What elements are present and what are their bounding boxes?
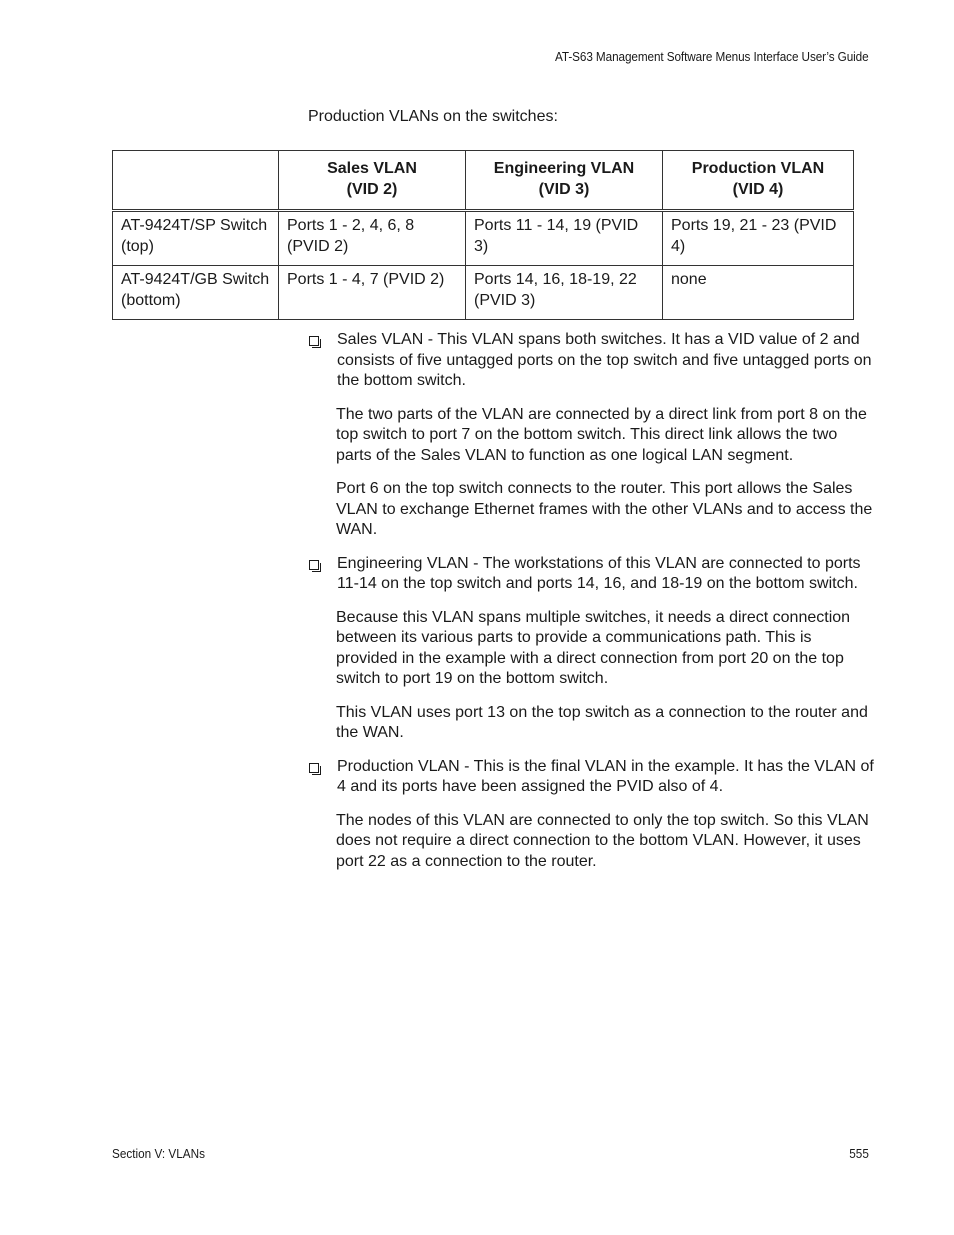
footer-section: Section V: VLANs xyxy=(112,1147,205,1161)
table-cell: Ports 11 - 14, 19 (PVID 3) xyxy=(466,211,663,266)
header-cell-sales: Sales VLAN (VID 2) xyxy=(279,151,466,211)
table-cell: none xyxy=(663,266,854,320)
table-cell: Ports 1 - 4, 7 (PVID 2) xyxy=(279,266,466,320)
vlan-table xyxy=(112,150,854,320)
checkbox-bullet-icon xyxy=(309,560,319,570)
bullet-text: Sales VLAN - This VLAN spans both switches. It has a VID value of 2 and consists of five untagged ports on the top switch and five untagged ports on the bottom switch. xyxy=(337,331,872,389)
checkbox-bullet-icon xyxy=(309,763,319,773)
bullet-text: Engineering VLAN - The workstations of this VLAN are connected to ports 11-14 on the top switch and ports 14, 16, and 18-19 on the bottom switch. xyxy=(337,554,861,592)
table-row xyxy=(113,211,854,266)
paragraph: The nodes of this VLAN are connected to only the top switch. So this VLAN does not require a direct connection to the bottom VLAN. However, it uses port 22 as a connection to the router. xyxy=(336,811,869,870)
paragraph: This VLAN uses port 13 on the top switch as a connection to the router and the WAN. xyxy=(336,703,868,741)
header-cell-engineering: Engineering VLAN (VID 3) xyxy=(466,151,663,211)
table-header-row xyxy=(113,151,854,211)
header-cell-production: Production VLAN (VID 4) xyxy=(663,151,854,211)
paragraph: Port 6 on the top switch connects to the router. This port allows the Sales VLAN to exchange Ethernet frames with the other VLANs and to access the WAN. xyxy=(336,480,873,538)
paragraph: The two parts of the VLAN are connected by a direct link from port 8 on the top switch to port 7 on the bottom switch. This direct link allows the two parts of the Sales VLAN to function as one logical LAN segment. xyxy=(336,405,867,464)
table-cell: Ports 14, 16, 18-19, 22 (PVID 3) xyxy=(466,266,663,320)
header-cell-blank xyxy=(113,151,279,211)
table-cell: Ports 1 - 2, 4, 6, 8 (PVID 2) xyxy=(279,211,466,266)
bullet-text: Production VLAN - This is the final VLAN in the example. It has the VLAN of 4 and its ports have been assigned the PVID also of 4. xyxy=(337,757,874,795)
table-cell: AT-9424T/GB Switch (bottom) xyxy=(113,266,279,320)
table-row xyxy=(113,266,854,320)
checkbox-bullet-icon xyxy=(309,336,319,346)
bullet-item-engineering xyxy=(308,554,874,595)
page-number: 555 xyxy=(849,1147,869,1161)
bullet-list xyxy=(308,330,874,885)
running-header: AT-S63 Management Software Menus Interface User’s Guide xyxy=(555,50,869,64)
bullet-item-production xyxy=(308,757,874,798)
intro-text: Production VLANs on the switches: xyxy=(308,108,558,125)
table-cell: AT-9424T/SP Switch (top) xyxy=(113,211,279,266)
bullet-item-sales xyxy=(308,330,874,392)
table-cell: Ports 19, 21 - 23 (PVID 4) xyxy=(663,211,854,266)
paragraph: Because this VLAN spans multiple switches, it needs a direct connection between its various parts to provide a communications path. This is provided in the example with a direct connection from port 20 on the top switch to port 19 on the bottom switch. xyxy=(336,608,851,687)
